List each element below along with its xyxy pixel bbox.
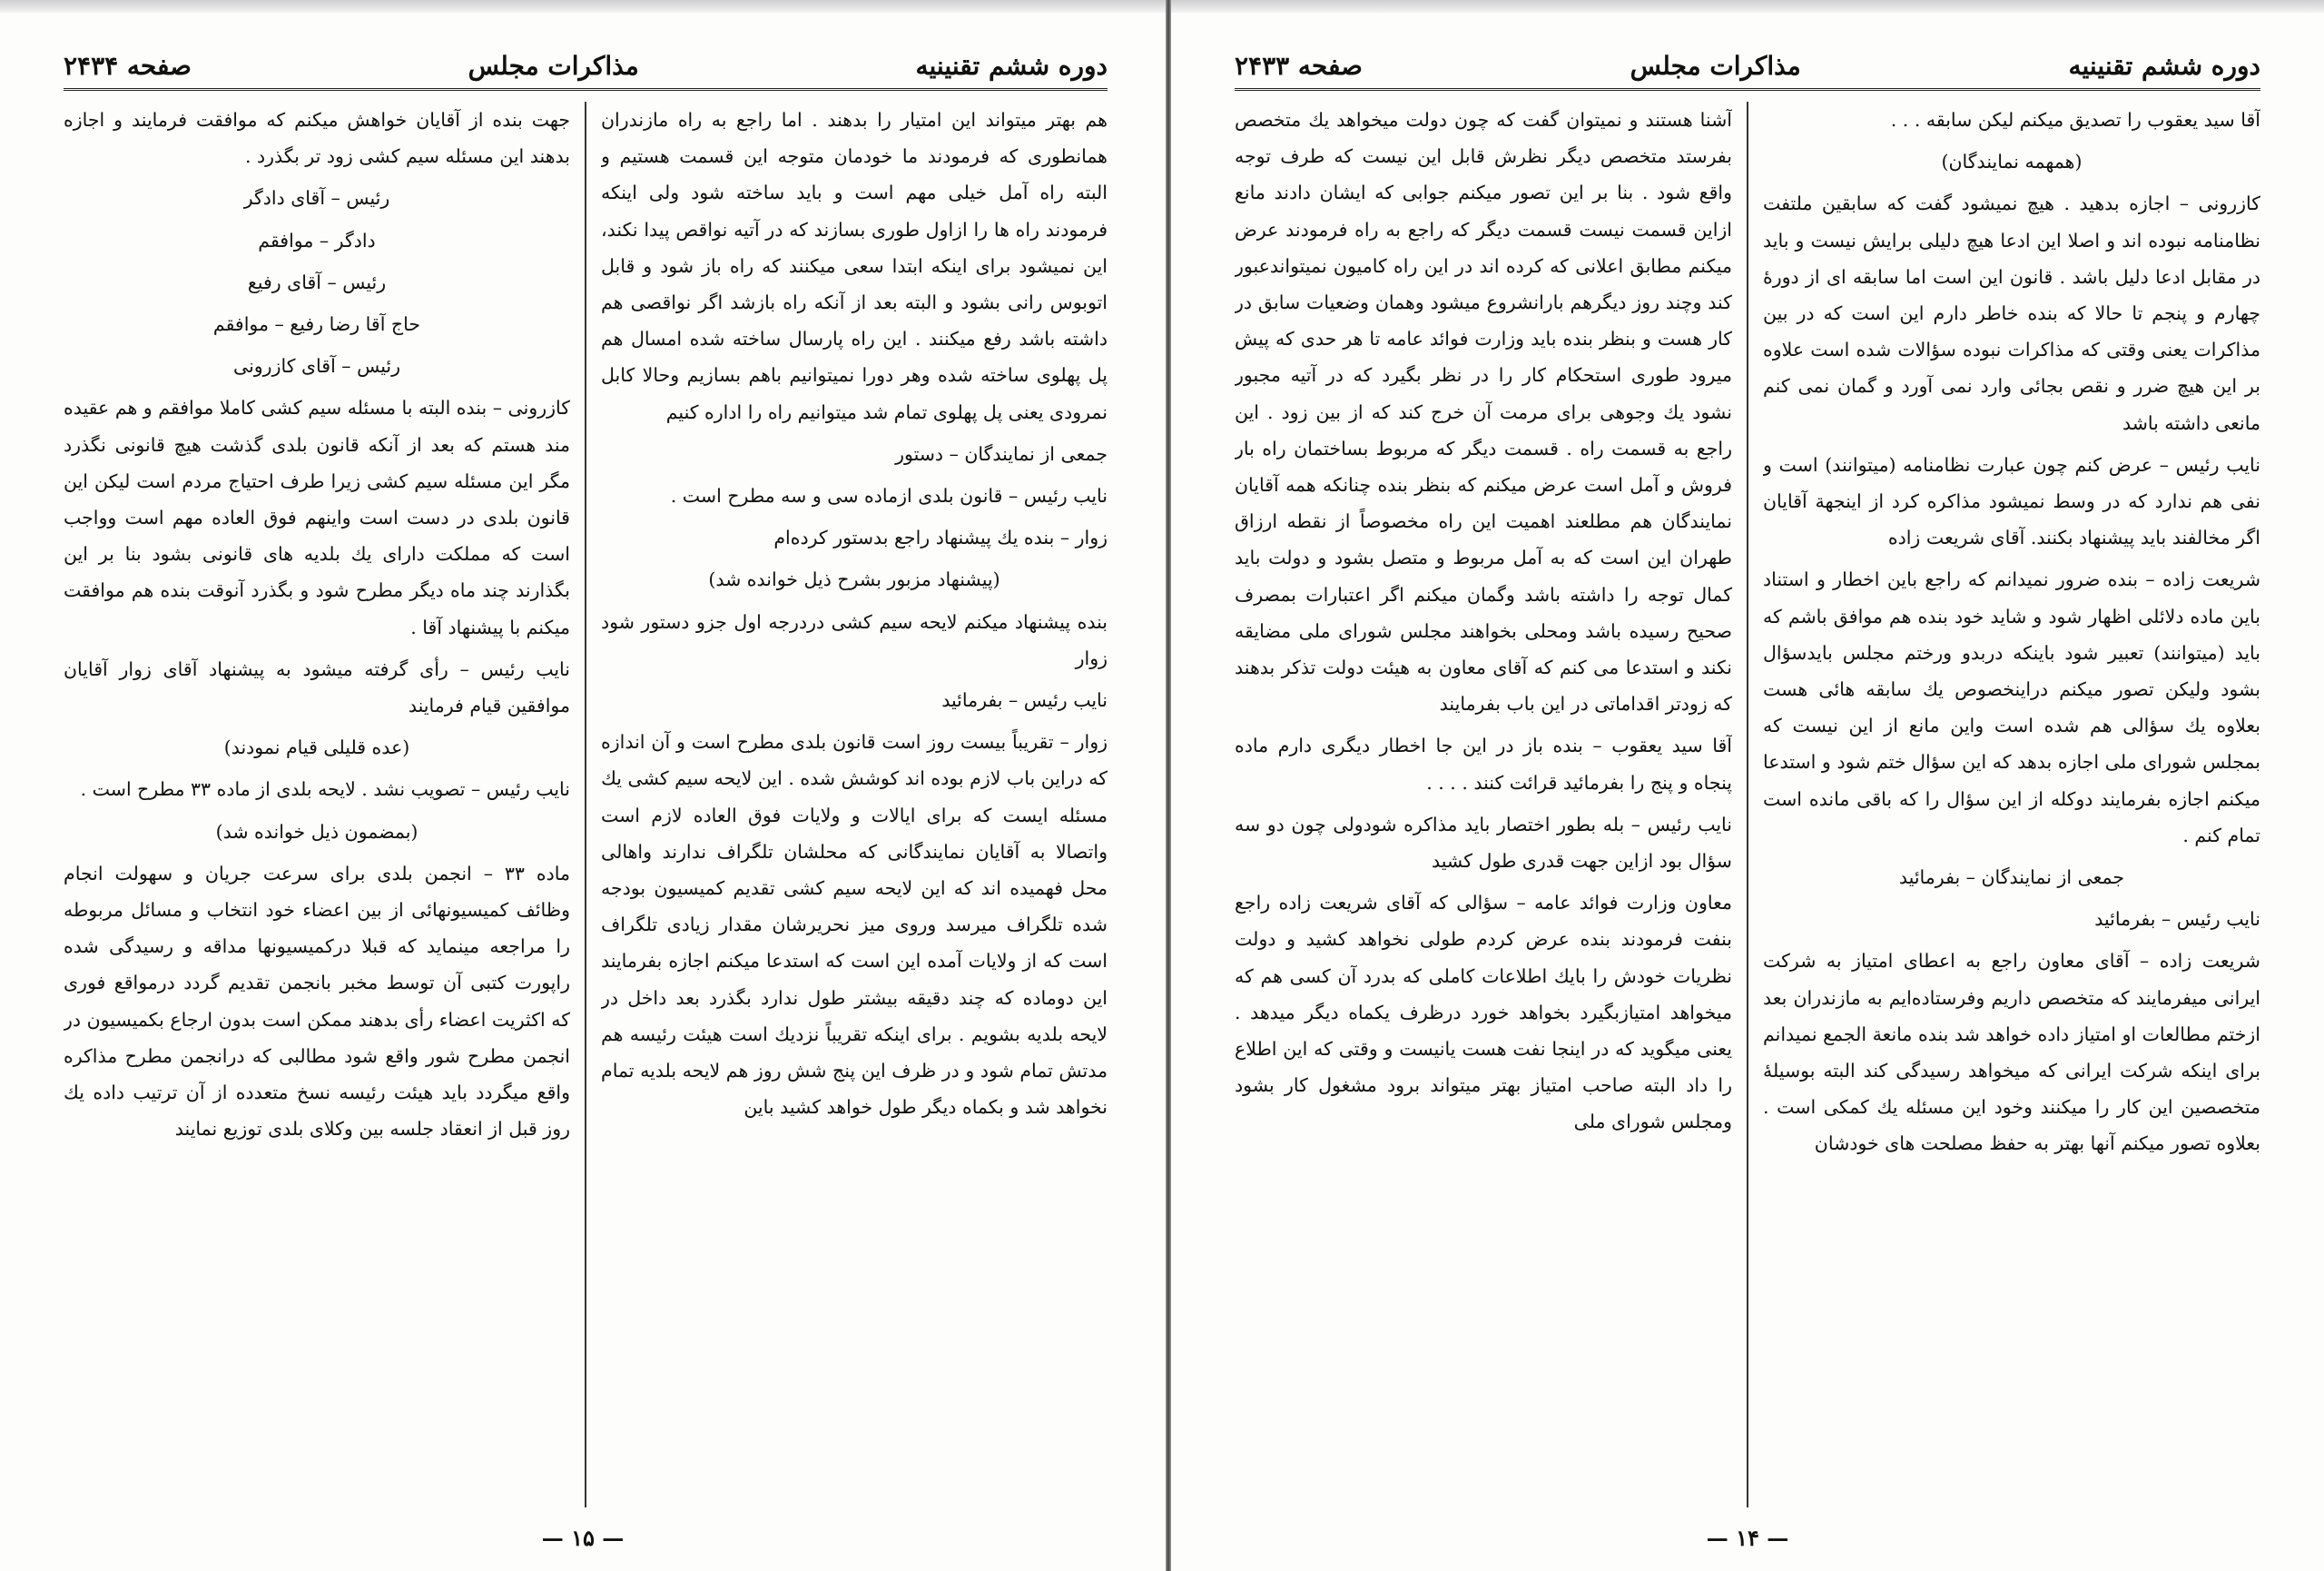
paragraph: (بمضمون ذیل خوانده شد) xyxy=(215,820,419,843)
paragraph: زوار – تقریباً بیست روز است قانون بلدی مطرح است و آن اندازه که دراین باب لازم بوده اند کوشش شده . این لایحه سیم کشی یك مسئله ایست که برای ایالات و ولایات فوق العاده لازم است واتصالا به آقایان نمایندگانی که محلشان تلگراف ندارند واهالی محل فهمیده اند که این لایحه سیم کشی تقدیم کمیسیون بودجه شده تلگراف میرسد وروی میز نحریرشان مقدار زیادی تلگراف است که از ولایات آمده این است که استدعا میکنم اجازه بفرمایند این دوماده که چند دقیقه بیشتر طول ندارد بگذرد بعد داخل در لایحه بلدیه بشویم . برای اینکه تقریباً نزدیك است هیئت رئیسه هم مدتش تمام شود و در ظرف این پنج شش روز هم لایحه بلدیه تمام نخواهد شد و بکماه دیگر طول خواهد کشید باین xyxy=(601,731,1108,1119)
paragraph: ماده ۳۳ – انجمن بلدی برای سرعت جریان و سهولت انجام وظائف کمیسیونهائی از بین اعضاء خود انتخاب و مسائل مربوطه را مراجعه مینماید که قبلا درکمیسیونها مداقه و رسیدگی شده راپورت کتبی آن توسط مخبر بانجمن تقدیم گردد درمواقع فوری که اکثریت اعضاء رأی بدهند ممکن است بدون ارجاع بکمیسیون در انجمن مطرح شور واقع شود مطالبی که درانجمن مطرح مذاکره واقع میگردد باید هیئت رئیسه نسخ متعدده از آن ترتیب داده یك روز قبل از انعقاد جلسه بین وکلای بلدی توزیع نمایند xyxy=(64,862,570,1141)
paragraph: نایب رئیس – عرض کنم چون عبارت نظامنامه (میتوانند) است و نفی هم ندارد که در وسط نمیشود مذاکره کرد از اینجهة آقایان اگر مخالفند باید پیشنهاد بکنند. آقای شریعت زاده xyxy=(1763,453,2260,549)
session-label: دوره ششم تقنینیه xyxy=(915,50,1108,81)
paragraph: نایب رئیس – بله بطور اختصار باید مذاکره شودولی چون دو سه سؤال بود ازاین جهت قدری طول کشید xyxy=(1235,813,1732,873)
text-column-left xyxy=(1235,102,1732,1517)
scan-edge xyxy=(0,0,2324,13)
paragraph: دادگر – موافقم xyxy=(258,229,376,252)
text-column-right xyxy=(601,102,1108,1517)
paragraph: جمعی از نمایندگان – بفرمائید xyxy=(1898,866,2125,889)
page-number-label: صفحه ۲۴۳۳ xyxy=(1235,50,1363,81)
paragraph: رئیس – آقای رفیع xyxy=(247,271,387,293)
left-page xyxy=(0,13,1166,1571)
paragraph: نایب رئیس – بفرمائید xyxy=(941,689,1108,712)
header-rule xyxy=(1235,88,2260,91)
paragraph: نایب رئیس – قانون بلدی ازماده سی و سه مطرح است . xyxy=(670,485,1108,508)
column-divider xyxy=(585,102,586,1507)
paragraph: آقا سید یعقوب را تصدیق میکنم لیکن سابقه . . . xyxy=(1890,109,2260,131)
page-footer-number: — ۱۴ — xyxy=(1706,1525,1789,1551)
paragraph: رئیس – آقای کازرونی xyxy=(232,355,400,378)
paragraph: نایب رئیس – تصویب نشد . لایحه بلدی از ماده ۳۳ مطرح است . xyxy=(80,778,570,801)
paragraph: کازرونی – بنده البته با مسئله سیم کشی کاملا موافقم و هم عقیده مند هستم که بعد از آنکه قانون بلدی گذشت هیچ قانونی نگذرد مگر این مسئله سیم کشی زیرا طرف احتیاج مردم است لیکن این قانون بلدی در دست است واینهم فوق العاده مهم است وواجب است که مملکت دارای یك بلدیه های قانونی بشود بنا بر این بگذارند چند ماه دیگر مطرح شود و بگذرد آنوقت بنده هم موافقت میکنم با پیشنهاد آقا . xyxy=(64,397,570,638)
paragraph: زوار – بنده یك پیشنهاد راجع بدستور کرده‌ام xyxy=(773,527,1108,549)
text-column-right xyxy=(1763,102,2260,1517)
page-footer-number: — ۱۵ — xyxy=(541,1525,625,1551)
header-rule xyxy=(64,88,1108,91)
paragraph: جمعی از نمایندگان – دستور xyxy=(895,442,1108,465)
paragraph: نایب رئیس – بفرمائید xyxy=(2094,908,2260,931)
page-number-label: صفحه ۲۴۳۴ xyxy=(64,50,192,81)
paragraph: کازرونی – اجازه بدهید . هیچ نمیشود گفت که سابقین ملتفت نظامنامه نبوده اند و اصلا این ادعا هیچ دلیلی برایش نیست و باید در مقابل ادعا دلیل باشد . قانون این است اما سابقه ای از دورهٔ چهارم و پنجم تا حالا که بنده خاطر دارم این است که در بین مذاکرات یعنی وقتی که مذاکرات نبوده سؤالات شده است علاوه بر این هیچ ضرر و نقص بجائی وارد نمی آورد و گمان نمی کنم مانعی داشته باشد xyxy=(1763,193,2260,434)
paragraph: بنده پیشنهاد میکنم لایحه سیم کشی دردرجه اول جزو دستور شود زوار xyxy=(601,610,1108,669)
paragraph: نایب رئیس – رأی گرفته میشود به پیشنهاد آقای زوار آقایان موافقین قیام فرمایند xyxy=(64,657,570,717)
paragraph: هم بهتر میتواند این امتیار را بدهند . اما راجع به راه مازندران همانطوری که فرمودند ما خودمان متوجه این قسمت هستیم و البته راه آمل خیلی مهم است و باید ساخته شود ولی اینکه فرمودند راه ها را ازاول طوری بسازند که در آتیه نواقص پیدا نکند، این نمیشود برای اینکه ابتدا سعی میکنند که راه باز شود و قابل اتوبوس رانی بشود و البته بعد از آنکه راه بازشد اگر نواقصی هم داشته باشد رفع میکنند . این راه پارسال ساخته شده امسال هم پل پهلوی ساخته شده وهر دورا نمیتوانیم باهم بسازیم وحالا کابل نمرودی یعنی پل پهلوی تمام شد میتوانیم راه را اداره کنیم xyxy=(601,109,1108,423)
paragraph: شریعت زاده – بنده ضرور نمیدانم که راجع باین اخطار و استناد باین ماده دلائلی اظهار شود و شاید خود بنده هم موافق باشم که باید (میتوانند) تعبیر شود باینکه دربدو ورختم مجلس بایدسؤال بشود ولیکن تصور میکنم دراینخصوص یك سابقه هائی هست بعلاوه یك سؤالی هم شده است واین مانع از این نیست که بمجلس شورای ملی اجازه بدهد که این سؤال ختم شود و استدعا میکنم اجازه بفرمایند دوکله از این سؤال را که باقی مانده است تمام کنم . xyxy=(1763,568,2260,846)
page-title: مذاکرات مجلس xyxy=(468,50,639,81)
text-column-left xyxy=(64,102,570,1517)
paragraph: جهت بنده از آقایان خواهش میکنم که موافقت فرمایند و اجازه بدهند این مسئله سیم کشی زود تر بگذرد . xyxy=(64,109,570,168)
paragraph: رئیس – آقای دادگر xyxy=(243,187,390,210)
column-divider xyxy=(1747,102,1748,1507)
paragraph: حاج آقا رضا رفیع – موافقم xyxy=(212,313,421,336)
paragraph: (همهمه نمایندگان) xyxy=(1941,151,2083,173)
paragraph: (عده قلیلی قیام نمودند) xyxy=(223,736,410,759)
right-page xyxy=(1171,13,2324,1571)
right-page-header xyxy=(1235,45,2260,85)
paragraph: معاون وزارت فوائد عامه – سؤالی که آقای شریعت زاده راجع بنفت فرمودند بنده عرض کردم طولی نخواهد کشید و دولت نظریات خودش را بایك اطلاعات کاملی که بدرد آن کسی هم که میخواهد امتیازبگیرد بخواهد خورد درظرف یکماه دیگر میدهد . یعنی میگوید که در اینجا نفت هست یانیست و وقتی که این اطلاع را داد البته صاحب امتیاز بهتر میتواند برود مشغول کار بشود ومجلس شورای ملی xyxy=(1235,892,1732,1133)
paragraph: آقا سید یعقوب – بنده باز در این جا اخطار دیگری دارم ماده پنجاه و پنج را بفرمائید قرائت کنند . . . . xyxy=(1235,735,1732,794)
paragraph: (پیشنهاد مزبور بشرح ذیل خوانده شد) xyxy=(708,568,1000,591)
session-label: دوره ششم تقنینیه xyxy=(2068,50,2260,81)
paragraph: آشنا هستند و نمیتوان گفت که چون دولت میخواهد يك متخصص بفرستد متخصص دیگر نظرش قابل این نیست که طرف توجه واقع شود . بنا بر این تصور میکنم جوابی که ایشان دادند مانع ازاین قسمت نیست قسمت دیگر که راجع به راه فرمودند عرض میکنم مطابق اعلانی که کرده اند در این راه کامیون نمیتواندعبور کند وچند روز دیگرهم بارانشروع میشود وهمان وضعیات سابق در کار هست و بنظر بنده باید وزارت فوائد عامه تا هر حدی که پیش میرود طوری استحکام کار را در نظر بگیرد که در آتیه مجبور نشود يك وجوهی برای مرمت آن خرج کند که از بین زود . این راجع به قسمت راه . قسمت دیگر که مربوط بساختمان راه بار فروش و آمل است عرض میکنم که بنظر بنده چنانکه همه آقایان نمایندگان هم مطلعند اهمیت این راه مخصوصاً از نقطه ارزاق طهران این است که به آمل مربوط و متصل بشود و دولت باید کمال توجه را داشته باشد وگمان میکنم اگر اعتبارات بمصرف صحیح رسیده باشد ومحلی بخواهند مجلس شورای ملی مضایقه نکند و استدعا می کنم که آقای معاون به هیئت دولت تذکر بدهند که زودتر اقداماتی در این باب بفرمایند xyxy=(1235,109,1732,716)
page-title: مذاکرات مجلس xyxy=(1630,50,1801,81)
paragraph: شریعت زاده – آقای معاون راجع به اعطای امتیاز به شرکت ایرانی میفرمایند که متخصص داریم وفرستاده‌ایم به مازندران بعد ازختم مطالعات او امتیاز داده خواهد شد بنده مانعة الجمع نمیدانم برای اینکه شرکت ایرانی که میخواهد رسیدگی کند البته بوسیلهٔ متخصصین این کار را میکنند وخود این مسئله یك کمکی است . بعلاوه تصور میکنم آنها بهتر به حفظ مصلحت های خودشان xyxy=(1763,950,2260,1155)
left-page-header xyxy=(64,45,1108,85)
